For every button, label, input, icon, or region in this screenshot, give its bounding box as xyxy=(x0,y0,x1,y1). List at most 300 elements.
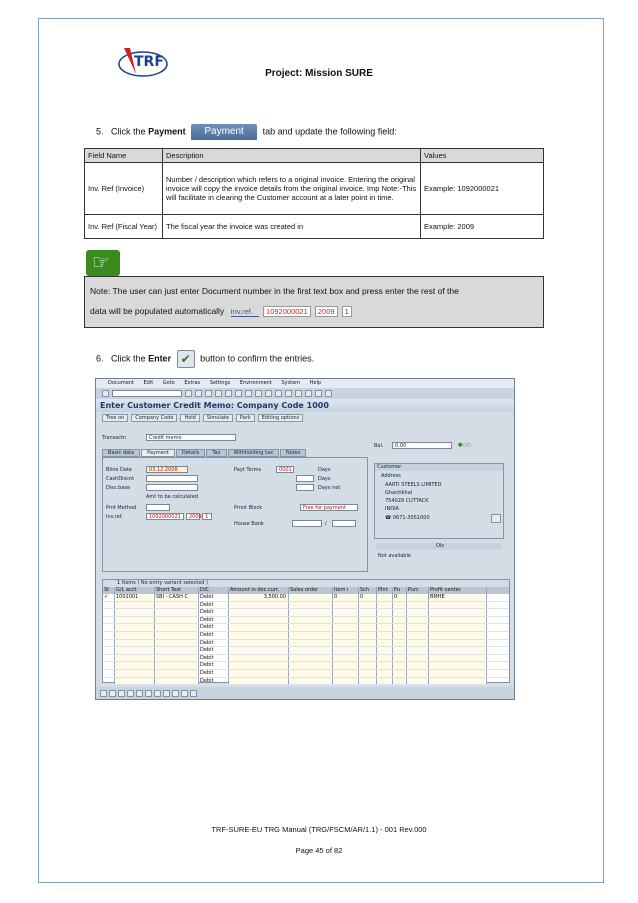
shortcut-icon[interactable] xyxy=(305,390,312,397)
table-cell[interactable] xyxy=(229,670,289,677)
footer-manual: TRF-SURE-EU TRG Manual (TRG/FSCM/AR/1.1) - 001 Rev.000 xyxy=(211,825,427,834)
step-number: 6. xyxy=(96,353,104,364)
payment-panel xyxy=(102,457,368,572)
empty-rows xyxy=(103,602,509,686)
bal-label: Bal. xyxy=(374,443,384,449)
table-cell[interactable] xyxy=(103,647,115,654)
table-cell[interactable] xyxy=(407,609,429,616)
items-table xyxy=(102,579,510,683)
address-line: INDIA xyxy=(385,506,399,512)
table-cell[interactable] xyxy=(393,609,407,616)
sap-screenshot xyxy=(95,378,515,700)
col-header[interactable]: Item i xyxy=(333,587,359,594)
table-cell[interactable] xyxy=(115,640,155,647)
table-cell[interactable] xyxy=(115,670,155,677)
tab-notes[interactable]: Notes xyxy=(280,449,306,457)
table-cell[interactable] xyxy=(393,602,407,609)
days-net-input[interactable] xyxy=(296,484,314,491)
table-row[interactable] xyxy=(103,594,509,602)
table-cell[interactable] xyxy=(429,624,487,631)
col-header[interactable]: Profit center xyxy=(429,587,487,594)
table-cell[interactable] xyxy=(429,602,487,609)
table-cell: Inv. Ref (Invoice) xyxy=(85,163,163,215)
bline-date-input[interactable]: 03.12.2008 xyxy=(146,466,188,473)
table-cell: Number / description which refers to a original invoice. Entering the original invoice will copy the invoice details from the original invoice. Imp Note:-This will facilitate in clearing the Customer account at a later point in time. xyxy=(163,163,421,215)
filter-icon[interactable] xyxy=(163,690,170,697)
table-cell[interactable] xyxy=(289,678,333,685)
sap-app-toolbar xyxy=(96,412,514,423)
table-header: Description xyxy=(163,149,421,163)
paste-icon[interactable] xyxy=(181,690,188,697)
transactn-label: Transactn xyxy=(102,435,127,441)
invref-item: 1 xyxy=(342,306,352,317)
first-page-icon[interactable] xyxy=(255,390,262,397)
discbase-label: Disc.base xyxy=(106,485,131,491)
table-cell[interactable] xyxy=(407,647,429,654)
tab-payment[interactable]: Payment xyxy=(141,449,175,457)
prev-page-icon[interactable] xyxy=(265,390,272,397)
table-cell[interactable] xyxy=(359,609,377,616)
amt-calc-checkbox-label[interactable]: Amt to be calculated xyxy=(146,494,199,500)
table-cell[interactable] xyxy=(103,640,115,647)
note-line-1: Note: The user can just enter Document number in the first text box and press enter the rest of the xyxy=(90,286,459,296)
table-cell[interactable] xyxy=(407,662,429,669)
sort-desc-icon[interactable] xyxy=(154,690,161,697)
cell-dc[interactable]: Debit xyxy=(199,624,229,631)
table-cell[interactable] xyxy=(377,609,393,616)
table-cell[interactable] xyxy=(429,609,487,616)
house-bank-account-input[interactable] xyxy=(332,520,356,527)
table-cell[interactable] xyxy=(155,632,199,639)
sap-menubar xyxy=(96,379,514,388)
col-header[interactable]: G/L acct xyxy=(115,587,155,594)
cell-dc[interactable]: Debit xyxy=(199,602,229,609)
status-light-icon: ●○○ xyxy=(458,442,472,448)
col-header[interactable]: Amount in doc.curr. xyxy=(229,587,289,594)
menu-item[interactable]: System xyxy=(281,380,301,386)
phone-number xyxy=(385,515,430,521)
days-net-label: Days net xyxy=(318,485,341,491)
table-cell[interactable] xyxy=(429,662,487,669)
find-next-icon[interactable] xyxy=(245,390,252,397)
park-button[interactable]: Park xyxy=(236,414,255,422)
table-cell[interactable] xyxy=(333,662,359,669)
table-cell[interactable] xyxy=(115,632,155,639)
table-cell[interactable] xyxy=(333,602,359,609)
cell-gl-acct[interactable]: 1001001 xyxy=(115,594,155,601)
table-cell[interactable] xyxy=(155,609,199,616)
editing-options-button[interactable]: Editing options xyxy=(258,414,303,422)
help-icon[interactable] xyxy=(315,390,322,397)
table-cell[interactable] xyxy=(377,640,393,647)
table-cell[interactable] xyxy=(333,632,359,639)
table-cell[interactable] xyxy=(103,632,115,639)
phone-value: 0671-3051000 xyxy=(392,515,430,521)
table-cell[interactable] xyxy=(393,640,407,647)
step-number: 5. xyxy=(96,126,104,137)
table-cell[interactable] xyxy=(429,670,487,677)
table-cell[interactable] xyxy=(155,647,199,654)
sort-asc-icon[interactable] xyxy=(145,690,152,697)
table-cell[interactable] xyxy=(229,632,289,639)
house-bank-input[interactable] xyxy=(292,520,322,527)
enter-icon[interactable] xyxy=(102,390,109,397)
find-icon[interactable] xyxy=(235,390,242,397)
deselect-icon[interactable] xyxy=(118,690,125,697)
address-line: AARTI STEELS LIMITED xyxy=(385,482,442,488)
table-cell[interactable] xyxy=(393,647,407,654)
cell-purc[interactable] xyxy=(407,594,429,601)
pmt-method-label: Pmt Method xyxy=(106,505,137,511)
table-cell[interactable] xyxy=(229,647,289,654)
svg-text:TRF: TRF xyxy=(134,54,164,70)
table-cell[interactable] xyxy=(407,602,429,609)
cell-dc[interactable]: Debit xyxy=(199,617,229,624)
table-cell[interactable] xyxy=(155,662,199,669)
table-cell[interactable] xyxy=(115,624,155,631)
table-cell[interactable] xyxy=(377,678,393,685)
company-code-button[interactable]: Company Code xyxy=(131,414,177,422)
table-cell[interactable] xyxy=(115,617,155,624)
table-row[interactable] xyxy=(103,655,509,663)
cell-dc[interactable]: Debit xyxy=(199,609,229,616)
table-row[interactable] xyxy=(103,624,509,632)
table-cell[interactable] xyxy=(155,655,199,662)
table-cell: Example: 2009 xyxy=(421,215,544,239)
cell-item[interactable]: 0 xyxy=(333,594,359,601)
invref-item-input[interactable]: 1 xyxy=(202,513,212,520)
step-text: Click the xyxy=(111,353,146,364)
table-cell[interactable] xyxy=(407,617,429,624)
table-cell[interactable] xyxy=(359,662,377,669)
items-header-row xyxy=(103,587,509,594)
menu-item[interactable]: Edit xyxy=(143,380,154,386)
table-cell[interactable] xyxy=(115,609,155,616)
table-row[interactable] xyxy=(103,670,509,678)
invref-year-input[interactable]: 2009 xyxy=(186,513,200,520)
table-cell[interactable] xyxy=(289,624,333,631)
table-cell[interactable] xyxy=(359,602,377,609)
table-row[interactable] xyxy=(103,662,509,670)
table-cell[interactable] xyxy=(103,609,115,616)
insert-row-icon[interactable] xyxy=(136,690,143,697)
table-row[interactable] xyxy=(103,647,509,655)
invref-label: Inv.ref. xyxy=(231,307,259,317)
table-cell[interactable] xyxy=(103,662,115,669)
table-cell[interactable] xyxy=(289,609,333,616)
table-cell[interactable] xyxy=(229,678,289,685)
bline-date-label: Bline Date xyxy=(106,467,132,473)
table-cell[interactable] xyxy=(429,655,487,662)
table-cell[interactable] xyxy=(333,617,359,624)
payt-terms-label: Payt Terms xyxy=(234,467,262,473)
cell-dc[interactable]: Debit xyxy=(199,678,229,685)
table-cell[interactable] xyxy=(429,617,487,624)
tab-basic-data[interactable]: Basic data xyxy=(102,449,140,457)
sap-tab-strip xyxy=(102,449,306,457)
table-cell[interactable] xyxy=(393,617,407,624)
cell-short-text[interactable]: SBI - CASH C xyxy=(155,594,199,601)
table-cell[interactable] xyxy=(103,655,115,662)
cell-dc[interactable]: Debit xyxy=(199,647,229,654)
table-cell[interactable] xyxy=(289,640,333,647)
table-cell[interactable] xyxy=(289,632,333,639)
field-table xyxy=(84,148,544,239)
col-header[interactable]: Short Text xyxy=(155,587,199,594)
cell-dc[interactable]: Debit xyxy=(199,655,229,662)
table-header-row xyxy=(85,149,544,163)
cell-sales-order[interactable] xyxy=(289,594,333,601)
config-icon[interactable] xyxy=(190,690,197,697)
col-header[interactable]: Plnt xyxy=(377,587,393,594)
cell-dc[interactable]: Debit xyxy=(199,594,229,601)
table-cell[interactable] xyxy=(289,662,333,669)
note-box xyxy=(84,276,544,328)
table-cell[interactable] xyxy=(289,647,333,654)
pmnt-block-label: Pmnt Block xyxy=(234,505,263,511)
table-cell[interactable] xyxy=(229,655,289,662)
cashdisc-input[interactable] xyxy=(146,475,198,482)
step-text-post: button to confirm the entries. xyxy=(200,353,315,364)
print-icon[interactable] xyxy=(225,390,232,397)
table-row[interactable] xyxy=(103,602,509,610)
table-header: Values xyxy=(421,149,544,163)
cell-dc[interactable]: Debit xyxy=(199,662,229,669)
pointing-hand-icon xyxy=(86,250,120,276)
tree-on-button[interactable]: Tree on xyxy=(102,414,128,422)
col-header[interactable]: Sch xyxy=(359,587,377,594)
bal-value: 0.00 xyxy=(392,442,452,449)
tab-details[interactable]: Details xyxy=(176,449,205,457)
col-header[interactable]: Pu xyxy=(393,587,407,594)
table-cell[interactable] xyxy=(359,624,377,631)
invref-doc: 1092000021 xyxy=(263,306,311,317)
cell-dc[interactable]: Debit xyxy=(199,632,229,639)
table-cell[interactable] xyxy=(103,617,115,624)
table-cell[interactable] xyxy=(407,624,429,631)
table-cell[interactable] xyxy=(359,670,377,677)
cancel-icon[interactable] xyxy=(215,390,222,397)
table-cell[interactable] xyxy=(229,662,289,669)
table-cell[interactable] xyxy=(407,678,429,685)
table-cell[interactable] xyxy=(289,617,333,624)
delete-row-icon[interactable] xyxy=(127,690,134,697)
menu-item[interactable]: Help xyxy=(309,380,322,386)
last-page-icon[interactable] xyxy=(285,390,292,397)
table-cell[interactable] xyxy=(429,632,487,639)
table-cell[interactable] xyxy=(333,670,359,677)
table-cell[interactable] xyxy=(429,678,487,685)
table-cell[interactable] xyxy=(333,624,359,631)
house-bank-separator: / xyxy=(325,521,327,527)
table-cell[interactable] xyxy=(333,678,359,685)
table-cell[interactable] xyxy=(229,624,289,631)
table-cell[interactable] xyxy=(377,624,393,631)
cell-dc[interactable]: Debit xyxy=(199,640,229,647)
items-caption: 1 Items ( No entry variant selected ) xyxy=(103,580,509,587)
table-cell[interactable] xyxy=(333,655,359,662)
phone-icon: ☎ xyxy=(385,515,393,521)
table-cell[interactable] xyxy=(333,647,359,654)
address-header: Address xyxy=(379,473,499,480)
simulate-button[interactable]: Simulate xyxy=(203,414,233,422)
status-check-icon: ✔ xyxy=(103,594,115,601)
table-cell[interactable] xyxy=(155,678,199,685)
step-bold: Payment xyxy=(148,126,186,137)
table-cell[interactable] xyxy=(229,609,289,616)
cell-profit-center[interactable]: BMHE xyxy=(429,594,487,601)
next-page-icon[interactable] xyxy=(275,390,282,397)
menu-item[interactable]: Extras xyxy=(184,380,201,386)
table-cell[interactable] xyxy=(393,678,407,685)
table-cell[interactable] xyxy=(377,670,393,677)
table-cell: Example: 1092000021 xyxy=(421,163,544,215)
note-line-2 xyxy=(90,301,538,322)
payt-terms-input[interactable]: 0001 xyxy=(276,466,294,473)
table-cell[interactable] xyxy=(377,602,393,609)
table-cell[interactable] xyxy=(155,640,199,647)
menu-item[interactable]: Environment xyxy=(239,380,272,386)
copy-icon[interactable] xyxy=(172,690,179,697)
back-icon[interactable] xyxy=(195,390,202,397)
days-label: Days xyxy=(318,467,331,473)
days-input-1[interactable] xyxy=(296,475,314,482)
cell-amount[interactable]: 3,500.00 xyxy=(229,594,289,601)
table-row[interactable] xyxy=(103,640,509,648)
table-row[interactable] xyxy=(103,678,509,686)
save-icon[interactable] xyxy=(185,390,192,397)
table-cell[interactable] xyxy=(333,640,359,647)
tab-tax[interactable]: Tax xyxy=(206,449,226,457)
menu-item[interactable]: Settings xyxy=(209,380,231,386)
step-bold: Enter xyxy=(148,353,172,364)
table-cell[interactable] xyxy=(407,632,429,639)
table-cell[interactable] xyxy=(103,678,115,685)
col-header[interactable]: Purc xyxy=(407,587,429,594)
table-cell[interactable] xyxy=(103,602,115,609)
note-text: data will be populated automatically xyxy=(90,306,225,316)
table-cell: Inv. Ref (Fiscal Year) xyxy=(85,215,163,239)
table-cell[interactable] xyxy=(289,670,333,677)
layout-icon[interactable] xyxy=(325,390,332,397)
table-cell[interactable] xyxy=(359,632,377,639)
payment-tab-image: Payment xyxy=(191,124,257,140)
customer-header: Customer xyxy=(375,464,503,471)
table-cell[interactable] xyxy=(407,640,429,647)
step-6 xyxy=(96,350,314,368)
step-text-post: tab and update the following field: xyxy=(262,126,397,137)
table-cell[interactable] xyxy=(429,647,487,654)
customer-box xyxy=(374,463,504,539)
address-line: 754029 CUTTACK xyxy=(385,498,429,504)
table-cell[interactable] xyxy=(155,670,199,677)
hold-button[interactable]: Hold xyxy=(180,414,199,422)
table-cell[interactable] xyxy=(393,624,407,631)
table-cell[interactable] xyxy=(359,647,377,654)
exit-icon[interactable] xyxy=(205,390,212,397)
customer-detail-icon[interactable] xyxy=(491,514,501,523)
page-title: Project: Mission SURE xyxy=(265,68,373,79)
ois-button[interactable]: OIs xyxy=(376,543,502,550)
table-cell[interactable] xyxy=(377,647,393,654)
table-cell[interactable] xyxy=(377,632,393,639)
table-row[interactable] xyxy=(103,617,509,625)
select-all-icon[interactable] xyxy=(109,690,116,697)
table-cell[interactable] xyxy=(377,662,393,669)
table-cell[interactable] xyxy=(393,662,407,669)
menu-item[interactable]: Document xyxy=(108,380,134,386)
table-cell[interactable] xyxy=(429,640,487,647)
table-cell[interactable] xyxy=(229,617,289,624)
discbase-input[interactable] xyxy=(146,484,198,491)
cashdisc-label: CashDiscnt xyxy=(106,476,135,482)
table-cell[interactable] xyxy=(155,624,199,631)
col-header[interactable]: St xyxy=(103,587,115,594)
invref-doc-input[interactable]: 1092000021 xyxy=(146,513,184,520)
transactn-select[interactable]: Credit memo xyxy=(146,434,236,441)
invref-image xyxy=(231,302,352,322)
table-row[interactable] xyxy=(103,632,509,640)
new-session-icon[interactable] xyxy=(295,390,302,397)
table-cell[interactable] xyxy=(289,602,333,609)
table-cell[interactable] xyxy=(407,670,429,677)
table-cell[interactable] xyxy=(115,602,155,609)
table-row[interactable] xyxy=(103,609,509,617)
invref-year: 2009 xyxy=(315,306,338,317)
table-cell[interactable] xyxy=(103,670,115,677)
tab-withholding-tax[interactable]: Withholding tax xyxy=(228,449,279,457)
table-cell[interactable] xyxy=(377,617,393,624)
cell-dc[interactable]: Debit xyxy=(199,670,229,677)
table-cell[interactable] xyxy=(289,655,333,662)
menu-item[interactable]: Goto xyxy=(162,380,175,386)
col-header[interactable]: Sales order xyxy=(289,587,333,594)
table-cell[interactable] xyxy=(115,678,155,685)
command-field[interactable] xyxy=(112,390,182,397)
table-cell[interactable] xyxy=(359,655,377,662)
table-cell[interactable] xyxy=(377,655,393,662)
table-cell[interactable] xyxy=(115,647,155,654)
table-cell[interactable] xyxy=(229,640,289,647)
pmnt-block-select[interactable]: Free for payment xyxy=(300,504,358,511)
table-cell[interactable] xyxy=(393,670,407,677)
address-line: Ghantikhal xyxy=(385,490,413,496)
table-cell[interactable] xyxy=(333,609,359,616)
invref-field-label: Inv.ref. xyxy=(106,514,123,520)
cell-pu[interactable]: 0 xyxy=(393,594,407,601)
house-bank-label: House Bank xyxy=(234,521,264,527)
table-cell[interactable] xyxy=(359,678,377,685)
table-cell[interactable] xyxy=(393,632,407,639)
table-cell[interactable] xyxy=(359,640,377,647)
cell-plnt[interactable] xyxy=(377,594,393,601)
table-cell[interactable] xyxy=(115,662,155,669)
cell-sch[interactable]: 0 xyxy=(359,594,377,601)
step-5 xyxy=(96,124,397,140)
table-cell[interactable] xyxy=(155,602,199,609)
col-header[interactable]: D/C xyxy=(199,587,229,594)
table-cell[interactable] xyxy=(407,655,429,662)
table-cell[interactable] xyxy=(359,617,377,624)
pmt-method-input[interactable] xyxy=(146,504,170,511)
table-cell[interactable] xyxy=(115,655,155,662)
table-cell[interactable] xyxy=(103,624,115,631)
detail-icon[interactable] xyxy=(100,690,107,697)
table-cell[interactable] xyxy=(393,655,407,662)
table-header: Field Name xyxy=(85,149,163,163)
table-cell[interactable] xyxy=(229,602,289,609)
table-cell[interactable] xyxy=(155,617,199,624)
